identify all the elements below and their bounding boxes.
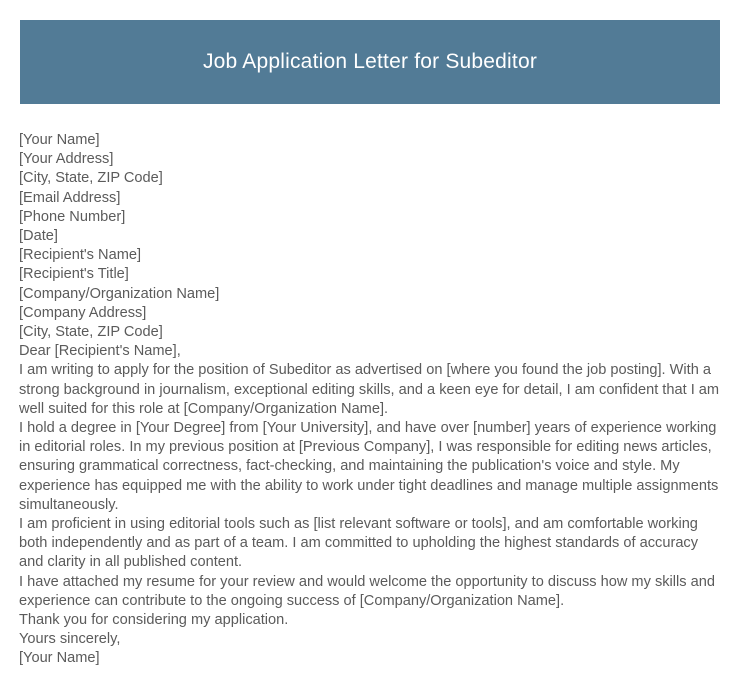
letter-line: [Company Address] [19, 304, 147, 321]
letter-line: [Phone Number] [19, 208, 126, 225]
letter-line: [City, State, ZIP Code] [19, 324, 163, 341]
letter-signature: [Your Name] [19, 650, 100, 667]
letter-paragraph: I am writing to apply for the position of Subeditor as advertised on [where you found the job posting]. With a strong background in journalism, exceptional editing skills, and a keen eye for detail, I am confident that I am well suited for this role at [Company/Organization Name]. [19, 362, 724, 417]
letter-salutation: Dear [Recipient's Name], [19, 343, 181, 360]
page-title: Job Application Letter for Subeditor [202, 50, 538, 74]
letter-paragraph: I have attached my resume for your review and would welcome the opportunity to discuss how my skills and experience can contribute to the ongoing success of [Company/Organization Name]. [19, 573, 720, 609]
letter-line: [Recipient's Title] [19, 266, 129, 283]
letter-line: [Recipient's Name] [19, 247, 142, 264]
letter-line: [City, State, ZIP Code] [19, 170, 163, 187]
letter-line: [Your Address] [19, 151, 114, 168]
letter-paragraph: I hold a degree in [Your Degree] from [Your University], and have over [number] years of experience working in editorial roles. In my previous position at [Previous Company], I was responsible for editing news articles, ensuring grammatical correctness, fact-checking, and maintaining the publication's voice and style. My experience has equipped me with the ability to work under tight deadlines and manage multiple assignments simultaneously. [19, 420, 723, 513]
document-header-banner [20, 20, 720, 104]
letter-line: [Email Address] [19, 189, 121, 206]
letter-paragraph: Thank you for considering my application. [19, 612, 289, 629]
letter-closing: Yours sincerely, [19, 631, 121, 648]
letter-body [19, 131, 724, 669]
letter-line: [Date] [19, 228, 58, 245]
letter-line: [Your Name] [19, 132, 100, 148]
letter-paragraph: I am proficient in using editorial tools such as [list relevant software or tools], and am comfortable working both independently and as part of a team. I am committed to upholding the highest standards of accuracy and clarity in all published content. [19, 516, 703, 571]
letter-line: [Company/Organization Name] [19, 285, 220, 302]
